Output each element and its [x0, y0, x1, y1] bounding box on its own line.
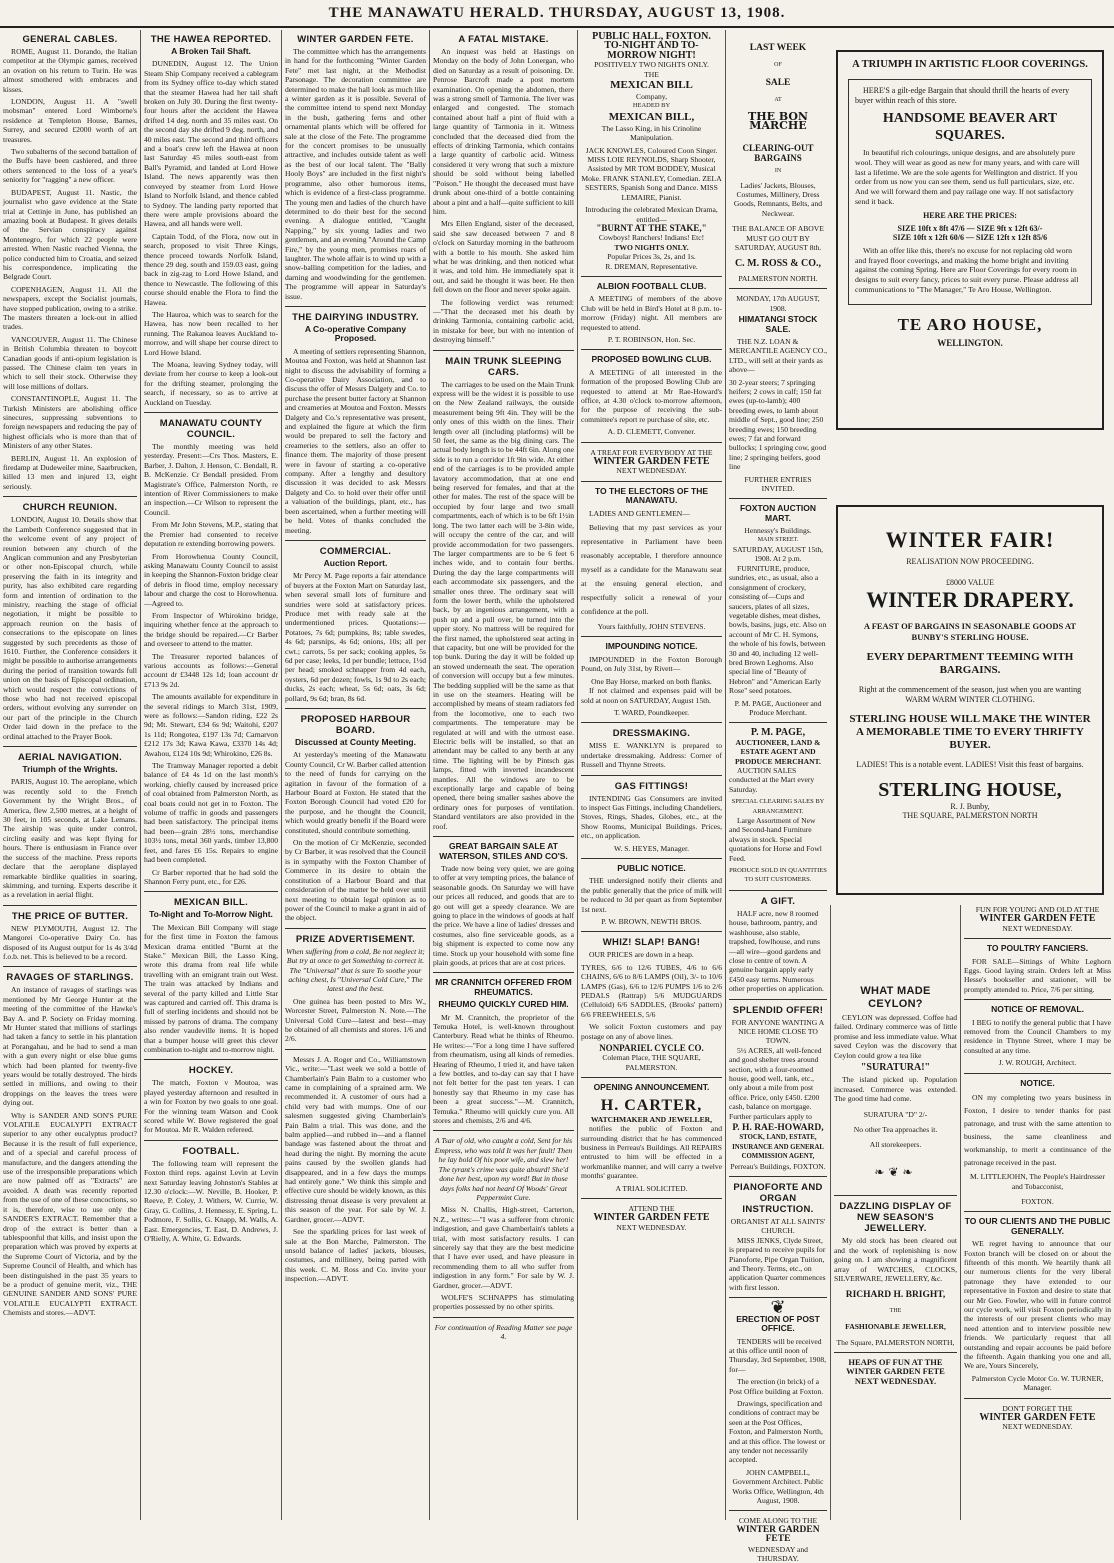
subheading: Triumph of the Wrights. [22, 764, 118, 775]
ad-line: NEXT WEDNESDAY. [616, 1222, 687, 1232]
article-text: NEW PLYMOUTH, August 12. The Mangorei Co-operative Dairy Co. has disposed of its August output for 1s 4s 3/4d f.o.b. net. This is believed to be a record. [3, 923, 137, 961]
article-text: At yesterday's meeting of the Manawatu County Council, Cr W. Barber called attention to the need of funds for carrying on the agitation in favour of the formation of a Harbour Board at Foxton. He stated that the Foxton Borough Council had voted £20 for the purpose, and he thought the Council, which would greatly benefit if the Board were constituted, should contribute something. [285, 750, 426, 835]
ad-store-name: THE BON MARCHE [748, 109, 808, 133]
column-7 [830, 905, 960, 1520]
ad-sign: P. M. PAGE, Auctioneer and Produce Merchant. [734, 698, 822, 717]
masthead: THE MANAWATU HERALD. THURSDAY, AUGUST 13, 1908. [0, 0, 1114, 28]
ad-sign: J. W. ROUGH, Architect. [998, 1058, 1077, 1068]
subheading: RHEUMO QUICKLY CURED HIM. [438, 999, 569, 1010]
ad-text: THE undersigned notify their clients and the public generally that the price of milk will be reduced to 3d per quart as from September 1st next. [581, 876, 722, 914]
divider [144, 1140, 278, 1141]
ad-store-name: STERLING HOUSE, [878, 779, 1062, 801]
ad-company: NONPARIEL CYCLE CO. [599, 1043, 704, 1054]
article-text: PARIS, August 10. The aeroplane, which was recently sold to the French Government by the Wright Bros., of America, flew 2,500 metres, at a height of 30 feet, in 105 seconds, at Lake Lemans. The airship was quite under control, circling easily and was kept flying for hours. There is enthusiasm in France over the success of the machine. Press reports declare that the aeroplane displayed remarkable birdlike qualities in soaring, skimming, and turning. Experts describe it as a revelation in aerial flight. [3, 777, 137, 900]
ad-text: TENDERS will be received at this office until noon of Thursday, 3rd September, 1908, for— [729, 1336, 827, 1374]
heading-sleeping-cars: MAIN TRUNK SLEEPING CARS. [445, 355, 562, 378]
ad-line: £8000 VALUE [946, 578, 994, 587]
article-text: Miss N. Challis, High-street, Carterton, N.Z., writes:—"I was a sufferer from chronic indigestion, and gave Chamberlain's tablets a trial, with most satisfactory results. I can sincerely say that they are the best medicine that I have ever used, and have pleasure in recommending them to all who suffer from indigestion in any form." For sale by W. J. Gardner, grocer.—ADVT. [433, 1205, 574, 1290]
article-text: From Mr John Stevens, M.P., stating that the Premier had consented to receive deputation re extending borrowing powers. [144, 520, 278, 549]
article-text: The Mexican Bill Company will stage for the first time in Foxton the famous Mexican drama entitled "Burnt at the Stake." Mexican Bill, the Lasso King, wrote this drama from real life while travelling with an emigrant train out West. The train was attacked by Indians and several of the party killed and Little Star was captured and carried off. This drama is full of sterling incidents and should not be missed by patrons of drama. The company also render vaudeville items. It is hoped that a bumper house will greet this clever combination to-night and to-morrow night. [144, 922, 278, 1054]
divider [144, 1059, 278, 1060]
ad-sterling-house [836, 505, 1104, 895]
ad-line: R. J. Bunby, [950, 802, 990, 811]
ad-line: Cowboys! Ranchers! Indians! Etc! [598, 233, 705, 243]
ad-text: AUCTION SALES conducted at the Mart every Saturday. [729, 766, 815, 794]
ad-line: CLEARING-OUT BARGAINS [742, 143, 814, 163]
ad-text: Believing that my past services as your representative in Parliament have been reasonably acceptable, I therefore announce myself as a candidate for the Manawatu seat at the ensuing general election, and respectfully solicit a renewal of your confidence at the poll. [581, 523, 722, 617]
heading-hawea-reported: THE HAWEA REPORTED. [150, 34, 272, 45]
ad-line: THE [889, 1307, 902, 1314]
ad-store-name: TE ARO HOUSE, [897, 314, 1043, 334]
ad-name: P. M. PAGE, [750, 727, 806, 739]
ad-line: THE BALANCE OF ABOVE MUST GO OUT BY SATURDAY, AUGUST 8th. [732, 224, 824, 253]
divider [729, 1510, 827, 1511]
article-text: Mrs Ellen England, sister of the deceased, said she saw deceased between 7 and 8 o'clock on Saturday morning in the bathroom with a bottle to his mouth. She asked him what he was drinking, and then noticed what it was, and told him. He immediately spat it out, and said he thought it was beer. He then fell down on the floor and never spoke again. [433, 219, 574, 295]
divider [964, 938, 1111, 939]
article-text: An instance of ravages of starlings was mentioned by Mr George Hunter at the meeting of the committee of the Hawke's Bay A. and P. Society on Friday morning. Mr Hunter stated that millions of starlings had taken a fancy to settle in his plantation at Porangahau, and he had to send a man with a gun every night or else blue gums which had been planted for twenty-five years would be totally destroyed. The birds settled in millions, and owing to their droppings on the leaves the trees were dying out. [3, 985, 137, 1108]
article-text: Mr Percy M. Page reports a fair attendance of buyers at the Foxton Mart on Saturday last, when several small lots of furniture and sundries were sold at satisfactory prices. Produce met with ready sale at the undermentioned prices. Quotations:—Potatoes, 7s 6d; pumpkins, 8s; table swedes, 4s 6d; parsnips, 4s 6d; onions, 10s; all per cwt.; carrots, 5s per sack; cooking apples, 5s 6d per case; leeks, 1d per bundle; lettuce, 1½d per head; smoked schnapper from 4d each, oysters, 6d per dozen; fowls, 1s 9d to 2s each; ducks, 2s each; wheat, 5s 6d; oats, 3s 6d; pollard, 9s 6d; bran, 8s 6d. [285, 571, 426, 703]
ad-line: The Lasso King, in his Crinoline Manipulation. [601, 123, 702, 143]
ad-line: SALE [765, 77, 791, 88]
heading-price-of-butter: THE PRICE OF BUTTER. [11, 910, 129, 922]
article-text: The Treasurer reported balances of various accounts as follows:—General account dr £3448 12s 1d; loan account dr £713 9s 2d. [144, 651, 278, 689]
ad-line: STERLING HOUSE WILL MAKE THE WINTER A MEMORABLE TIME TO EVERY THRIFTY BUYER. [849, 713, 1091, 751]
ad-line: The Square, PALMERSTON NORTH, [836, 1337, 955, 1347]
article-text: The amounts available for expenditure in the several ridings to March 31st, 1909, were as follows:—Sandon riding, £22 2s 9d; Mt. Stewart, £34 6s 9d; Waitohi, £207 1s 11d; Rongotea, £197 13s 7d; Carnarvon £212 17s 3d; Kawa Kawa, £3370 14s 4d; Awahou, £124 10s 9d; Whirokino, £26 8s. [144, 692, 278, 758]
ad-line: Perreau's Buildings, FOXTON. [730, 1161, 826, 1171]
column-6 [725, 30, 830, 1563]
ad-te-aro-house [836, 50, 1104, 430]
ad-sign: A. D. CLEMETT, Convener. [607, 427, 696, 437]
ad-line: FURTHER ENTRIES INVITED. [744, 474, 812, 494]
ad-text: 5½ ACRES, all well-fenced and good shelter trees around section, with a four-roomed house, good well, tank, etc., only about a mile from post office. Price, only £450. £200 cash, balance on mortgage. Further particulars apply to [729, 1045, 822, 1121]
ad-line: ORGANIST AT ALL SAINTS' CHURCH. [730, 1217, 826, 1236]
ad-line: SPECIAL CLEARING SALES BY ARRANGEMENT. [731, 798, 825, 815]
article-text: Why is SANDER AND SON'S PURE VOLATILE EUCALYPTI EXTRACT superior to any other eucalyptus product? Because it is the result of full experience, and of a special and careful process of manufacture, and the dangers attending the use of the irresponsible preparations which are now palmed off as "Extracts" are avoided. A death was recently reported from the use of one of these concoctions, so it is, therefore, wise to use only the SANDER'S EXTRACT. Remember that a drop of the extract is better than a tablespoonful that kills, and insist upon the preparation which was proved by experts at the Supreme Court of Victoria, and by the Supreme Council of Health, and which has been distinguished in the past 35 years to be a product of genuine merit, viz., THE GENUINE SANDER AND SONS' PURE VOLATILE EUCALYPTI EXTRACT. Chemists and stores.—ADVT. [3, 1110, 137, 1318]
article-text: From Horowhenua County Council, asking Manawatu County Council to assist in keeping the Shannon-Foxton bridge clear of debris in flood time, employ necessary labour and charge the cost to Horowhenua.—Agreed to. [144, 551, 278, 608]
divider [285, 306, 426, 307]
ad-line: NEXT WEDNESDAY. [1002, 923, 1073, 933]
heading-prize-advertisement: PRIZE ADVERTISEMENT. [295, 933, 416, 945]
article-text: On the motion of Cr McKenzie, seconded by Cr Barber, it was resolved that the Council is in sympathy with the Foxton Chamber of Commerce in its desire to obtain the constitution of a Harbour Board and that consideration of the matter be held over until next meeting to obtain legal opinion as to power of the Council to make a grant in aid of the object. [285, 838, 426, 923]
article-text: The Tramway Manager reported a debit balance of £4 4s 1d on the last month's working, chiefly caused by increased price of coal obtained from Palmerston North, as coal boats could not get in to Foxton. The volume of traffic in goods and passengers had been satisfactory. The principal items had been—grain 28½ tons, merchandise 103½ tons, metal 360 yards, timber 13,800 feet, and fares £6 15s. Repairs to engine had been completed. [144, 761, 278, 865]
divider [581, 722, 722, 723]
ad-line: Introducing the celebrated Mexican Drama, entitled— [585, 205, 718, 224]
ad-fete: HEAPS OF FUN AT THE WINTER GARDEN FETE NEXT WEDNESDAY. [846, 1356, 945, 1386]
ad-text: HERE'S a gilt-edge Bargain that should thrill the hearts of every buyer within reach of this store. [855, 86, 1070, 105]
ad-text: The erection (in brick) of a Post Office building at Foxton. [729, 1377, 824, 1396]
ad-trade: AUCTIONEER, LAND & ESTATE AGENT AND PRODUCE MERCHANT. [735, 737, 821, 766]
ad-title: PUBLIC NOTICE. [617, 862, 686, 873]
ad-text: My old stock has been cleared out and the work of replenishing is now going on. I am showing a magnificent array of WATCHES, CLOCKS, SILVERWARE, JEWELLERY, &c. [834, 1236, 957, 1283]
ad-list: 30 2-year steers; 7 springing heifers; 2 cows in calf; 150 fat ewes (up-to-lamb); 400 breeding ewes, to lamb about middle of Sept., good line; 250 breeding ewes; 150 breeding ewes; 7 fat and forward bullocks; 1 springing cow, good line; 2 springing heifers, good line [729, 377, 827, 472]
poem: A Tsar of old, who caught a cold, Sent for his Empress, who was told It was her fault! Then he lay bold Of his poor wife, and slew her! The tyrant's crime was quite absurd! She'd done her best, upon my word! But in those days folks had not heard Of Woods' Great Peppermint Cure. [434, 1136, 573, 1202]
ad-line: THE SQUARE, PALMERSTON NORTH [902, 811, 1038, 820]
heading-bargain-sale: GREAT BARGAIN SALE AT WATERSON, STILES AND CO'S. [439, 841, 568, 861]
subheading: A Broken Tail Shaft. [171, 46, 251, 56]
ad-text: In beautiful rich colourings, unique designs, and are absolutely pure wool. They will wear as good as new for many years, and with care will last a lifetime. We are the sole agents for Wellington and district. If you order from us now you can see them, send us full particulars, size, etc. And we will forward them and pay railage one way. If not satisfactory send it back. [855, 148, 1080, 206]
ad-line: Right at the commencement of the season, just when you are wanting WARM WARM WINTER CLOTHING. [858, 685, 1082, 704]
ad-public-hall-title: PUBLIC HALL, FOXTON. [592, 31, 711, 42]
column-4 [429, 30, 577, 1520]
divider [964, 1073, 1111, 1074]
article-text: The monthly meeting was held yesterday. Present:—Crs Thos. Masters, E. Barber, J. Dalton, J. Henson, C. Bendall, R. B. McKenzie. Cr Bendall presided. From Magistrate's Office, Palmerston North, re intention of River Commissioners to make an inspection.—Cr Wilson to represent the Council. [144, 442, 278, 517]
ad-text: HALF acre, new 8 roomed house, bathroom, pantry, and washhouse, also stable, trapshed, fowlhouse, and runs—all wire—good gardens and close to centre of town. A genuine bargain apply early £450 easy terms. Numerous other properties on application. [729, 908, 824, 994]
ad-title: ALBION FOOTBALL CLUB. [596, 280, 707, 291]
ad-line: WELLINGTON. [937, 337, 1003, 348]
ad-line: AT [774, 97, 782, 104]
ad-trade: FASHIONABLE JEWELLER, [845, 1322, 946, 1332]
ad-title: TO OUR CLIENTS AND THE PUBLIC GENERALLY. [964, 1216, 1111, 1236]
column-3 [281, 30, 429, 1520]
heading-rheumatics: MR CRANNITCH OFFERED FROM RHEUMATICS. [435, 977, 572, 997]
divider [581, 931, 722, 932]
divider [729, 288, 827, 289]
divider [3, 496, 137, 497]
article-text: Two subalterns of the second battalion of the Buffs have been cashiered, and three others sentenced to the loss of a year's seniority for "ragging" a new officer. [3, 147, 137, 185]
ad-text: THE N.Z. LOAN & MERCANTILE AGENCY CO., LTD., will sell at their yards as above— [729, 336, 828, 375]
ad-line: NEXT WEDNESDAY. [616, 466, 687, 476]
ad-line: R. DREMAN, Representative. [605, 261, 698, 271]
ad-title: FOXTON AUCTION MART. [739, 503, 817, 523]
article-text: Trade now being very quiet, we are going to offer at very tempting prices, the balance of seasonable goods. On Saturday we will have our prices all reduced, and goods that are to go out will get a speedy clearance. We are going to place in the windows of goods at half the price. We have a line of ladies' dresses and costumes, also fine serviceable goods, as a big shipment is expected to come now any time. Stock up your household with some fine plain goods, at prices that are at cost prices. [433, 863, 574, 967]
ad-title: OPENING ANNOUNCEMENT. [593, 1082, 710, 1093]
heading-winter-garden-fete: WINTER GARDEN FETE. [297, 34, 414, 45]
ad-headline: HANDSOME BEAVER ART SQUARES. [882, 111, 1058, 143]
article-text: Cr Barber reported that he had sold the Shannon Ferry punt, etc., for £26. [144, 867, 278, 886]
ad-title: IMPOUNDING NOTICE. [605, 641, 698, 652]
divider [285, 708, 426, 709]
article-text: VANCOUVER, August 11. The Chinese in British Columbia threaten to boycott Canadian goods if anti-opium legislation is passed. The Chinese claim ten years in which to sell their stock. Otherwise they will lose millions of dollars. [3, 334, 137, 391]
ad-text: The island picked up. Population increased. Commerce was extended. The good time had come. [834, 1075, 957, 1104]
ad-line: Coleman Place, THE SQUARE, PALMERSTON. [602, 1053, 701, 1072]
divider [433, 1317, 574, 1318]
article-text: DUNEDIN, August 12. The Union Steam Ship Company received a cablegram from its Sydney office to-day which stated that the steamer Hawea had her tail shaft broken on July 30. During the first twenty-four hours after the accident the Hawea drifted 14 deg. north and 35 miles east. On the second day she drifted 9 deg. north, and 40 miles east. The second and third officers and a boat's crew left the Hawea at noon last Saturday 45 miles south-east from Ball's Pyramid, and landed at Lord Howe Island. The news apparently was then conveyed by steamer from Lord Howe Island to Norfolk Island, and thence cabled to Sydney. The landing party reported that there were ample provisions aboard the Hawea, and all hands were well. [144, 59, 278, 229]
article-text: Captain Todd, of the Flora, now out in search, proposed to visit Three Kings, thence proceed towards Norfolk Island, thence 29 deg. south and 159.03 east, going back in zig-zag to Lord Howe Island, and thence to Newcastle. The following of this course should enable the Flora to find the Hawea. [144, 231, 278, 307]
article-text: The Hauroa, which was to search for the Hawea, has now been recalled to her running. The Rakanoa leaves Auckland to-morrow, and will shape her course direct to Lord Howe Island. [144, 309, 278, 357]
column-5 [577, 30, 725, 1520]
ad-title: A TRIUMPH IN ARTISTIC FLOOR COVERINGS. [852, 59, 1088, 70]
column-2 [140, 30, 281, 1520]
ad-trade: STOCK, LAND, ESTATE, INSURANCE AND GENERAL COMMISSION AGENT, [732, 1134, 824, 1161]
ad-title: A GIFT. [760, 895, 796, 907]
article-text: The carriages to be used on the Main Trunk express will be the widest it is possible to use on the New Zealand railways, the outside measurement being 9ft 4in. They will be the only ones of this width on the lines. Their length over all (including platforms) will be 50 feet, the same as the big dining cars. The actual body length is to be 44ft 6in. Along one side is to run a corridor 1ft 9in wide. At either end of the carriages is to be provided ample lavatory accommodation, that at one end being reserved for females, and that at the other for males. The rest of the space will be occupied by four large and two small compartments, each of which is to be 6ft 1½in long. The two latter each will be 3-8in wide, will occupy the centre of the car, and will provide accommodation for two passengers. The larger compartments are to be 6 feet 6 inches wide, and to contain four berths. During the day the large compartments will each accommodate six passengers, and the smaller ones three. The ordinary seat will form the lower berth, while the upholstered back, by an ingenious arrangement, with a push up and a pull over, be turned into the upper story. No mattress will be required for the first named, the upholstered seat acting in that capacity, but one will be provided for the top bunk. During the day it will be folded up an stowed underneath the seat. The operation of conversion will occupy but a few minutes. The bedding supplied will be the same as that in use on the steamers. Heating will be accomplished by means of steam radiators fed from the locomotive, one to each two compartments. The temperature may be regulated at will and with the utmost ease. Electric bells will be installed, so that an attendant may be called to any berth at any time. The lighting will be by Pintsch gas lamps, fitted with inverted incandescent mantles. All the windows are to be exceptionally large and capable of being opened, there being smaller sashes above the ordinary ones for purposes of ventilation. Standard ventilators are also provided in the roof. [433, 379, 574, 831]
ad-line: THE [644, 69, 659, 79]
ad-fete: WINTER GARDEN FETE [593, 1212, 710, 1224]
divider [964, 1211, 1111, 1212]
subheading: Discussed at County Meeting. [295, 737, 416, 747]
ad-drama: "BURNT AT THE STAKE," [596, 222, 707, 233]
divider [581, 775, 722, 776]
ad-when: TO-NIGHT AND TO-MORROW NIGHT! [604, 40, 699, 61]
divider [581, 481, 722, 482]
ad-line: FOXTON. [1021, 1196, 1054, 1206]
divider [3, 966, 137, 967]
article-text: LONDON, August 11. A "swell mobsman" entered Lord Wimborne's residence at Templeton House, Barnes, Surrey, and secured £2000 worth of art treasures. [3, 97, 137, 144]
ad-name: H. CARTER, [600, 1096, 703, 1114]
article-text: See the sparkling prices for last week of sale at the Bon Marche, Palmerston. The unsold balance of ladies' jackets, blouses, costumes, and millinery, being parted with this week. C. M. Ross and Co. invite your inspection.—ADVT. [285, 1227, 426, 1284]
ad-title: DAZZLING DISPLAY OF NEW SEASON'S JEWELLERY. [839, 1201, 952, 1235]
ad-line: A TRIAL SOLICITED. [615, 1183, 688, 1193]
divider [285, 540, 426, 541]
ad-text: CEYLON was depressed. Coffee had failed. Ordinary commerce was of little promise and less immediate value. What saved Ceylon was the discovery that Ceylon could grow a tea like [834, 1013, 958, 1060]
ad-cast: JACK KNOWLES, Coloured Coon Singer. MISS LOIE REYNOLDS, Sharp Shooter, Assisted by MR TOM BODDEY, Musical Moke. FRANK STANLEY, Comedian. ZELA SESTERS, Spanish Song and Dance. MISS LEMAIRE, Pianist. [581, 145, 722, 202]
ad-line: MONDAY, 17th AUGUST, 1908. [736, 294, 820, 313]
ad-title: HIMATANGI STOCK SALE. [738, 314, 818, 334]
ad-name: RICHARD H. BRIGHT, [845, 1290, 946, 1301]
ad-title: TO THE ELECTORS OF THE MANAWATU. [594, 485, 709, 506]
ad-trade: WATCHMAKER AND JEWELLER, [590, 1114, 713, 1124]
ad-title: ERECTION OF POST OFFICE. [736, 1313, 820, 1334]
ad-line: No other Tea approaches it. [853, 1125, 938, 1135]
ad-sign: JOHN CAMPBELL, Government Architect. Public Works Office, Wellington, 4th August, 1908. [732, 1467, 824, 1505]
divider [581, 1198, 722, 1199]
ad-text: ON my completing two years business in Foxton, I desire to tender thanks for past patronage, and trust with the same attention to business, the same cleanliness and workmanship, to merit a continuance of the patronage received in the past. [964, 1093, 1111, 1168]
divider [433, 350, 574, 351]
article-text: CONSTANTINOPLE, August 11. The Turkish Ministers are abolishing office sinecures, suppressing subventions to foreign newspapers and reducing the pay of highest officials who is more than that of Ministers of any other States. [3, 394, 137, 451]
heading-church-reunion: CHURCH REUNION. [22, 502, 118, 514]
ad-text: Large Assortment of New and Second-hand Furniture always in stock. Special quotations for Horse and Fowl Feed. [729, 816, 822, 863]
divider [581, 349, 722, 350]
heading-commercial: COMMERCIAL. [319, 545, 392, 557]
heading-hockey: HOCKEY. [188, 1065, 234, 1077]
ad-line: EVERY DEPARTMENT TEEMING WITH BARGAINS. [866, 651, 1074, 676]
ad-sign: Palmerston Cycle Motor Co. W. TURNER, Manager. [971, 1373, 1104, 1393]
ad-sign: P. T. ROBINSON, Hon. Sec. [607, 334, 696, 344]
ad-text: OUR PRICES are down in a heap. [589, 950, 694, 960]
ad-inner [848, 79, 1092, 305]
ad-title: WHAT MADE CEYLON? [860, 985, 931, 1010]
article-text: WOLFE'S SCHNAPPS has stimulating properties possessed by no other spirits. [433, 1292, 574, 1312]
ad-headline: WINTER FAIR! [885, 527, 1055, 552]
article-text: The following team will represent the Foxton third reps. against Levin at Levin next Saturday leaving Johnston's Stables at 12.30 o'clock:—W. Neville, B. Hooker, P. Reeve, P. Coley, J. Withers, W. Currie, W. Gray, G. Collins, J. Hennessy, E. Spring, L. Podmore, F. Sollis, G. Knapp, M. Walls, A. East. Emergencies, T. East, D. Andrews, J. O'Rielly, A. White, G. Edwards. [144, 1158, 278, 1244]
ad-line: SURATURA "D" 2/- [863, 1109, 928, 1119]
ad-line: NEXT WEDNESDAY. [1002, 1422, 1073, 1432]
ad-price: SIZE 10ft x 8ft 47/6 — SIZE 9ft x 12ft 63/- [897, 223, 1043, 233]
ad-title: GAS FITTINGS! [614, 780, 689, 792]
subheading: Auction Report. [323, 557, 388, 568]
ad-name: P. H. RAE-HOWARD, [732, 1123, 824, 1133]
ad-line: Company, [636, 92, 667, 102]
heading-harbour-board: PROPOSED HARBOUR BOARD. [300, 714, 411, 736]
ad-line: MAIN STREET. [757, 536, 799, 543]
divider [3, 905, 137, 906]
article-text: Mr M. Crannitch, the proprietor of the Temuka Hotel, is well-known throughout Canterbury. Read what he thinks of Rheumo. He writes:—"For a long time I have suffered from rheumatism, using all kinds of remedies. Hearing of Rheumo, I tried it, and have taken a few bottles, and to-day can say that I have not felt better for the past ten years. I can honestly say that Rheumo in my case has been a great success."—M. Crannitch, Temuka." Rheumo will quickly cure you. All stores and chemists, 2/6 and 4/6. [433, 1012, 574, 1126]
ad-price: SIZE 10ft x 12ft 60/6 — SIZE 12ft x 12ft 85/6 [892, 232, 1048, 242]
continuation-note: For continuation of Reading Matter see page 4. [434, 1322, 573, 1342]
article-text: The Moana, leaving Sydney today, will deviate from her course to keep a look-out for the drifting steamer, prolonging the search, if necessary, so as to arrive at Auckland on Tuesday. [144, 360, 278, 407]
divider [144, 891, 278, 892]
ad-brand: "SURATURA!" [860, 1062, 931, 1074]
ad-text: MISS JENKS, Clyde Street, is prepared to receive pupils for Pianoforte, Pipe Organ Tuition, and Theory. Terms, etc., on application Quarter commences with first lesson. [729, 1235, 826, 1292]
ad-text: MISS E. WANKLYN is prepared to undertake dressmaking. Address: Corner of Russell and Thynne Streets. [581, 741, 722, 770]
ad-line: FOR ANYONE WANTING A NICE HOME CLOSE TO TOWN. [731, 1017, 825, 1046]
ad-line: POSITIVELY TWO NIGHTS ONLY. [594, 60, 709, 70]
ad-company: C. M. ROSS & CO., [734, 257, 822, 269]
ad-headliner: MEXICAN BILL, [608, 110, 695, 123]
ad-sign: T. WARD, Poundkeeper. [613, 707, 689, 717]
divider [729, 999, 827, 1000]
ad-fete: WINTER GARDEN FETE [736, 1524, 820, 1545]
ad-fete: WINTER GARDEN FETE [979, 913, 1096, 925]
heading-general-cables: GENERAL CABLES. [22, 34, 118, 45]
ad-sign: M. LITTLEJOHN, The People's Hairdresser and Tobacconist, [970, 1172, 1105, 1191]
article-text: LONDON, August 10. Details show that the Lambeth Conference suggested that in the welcome event of any project of reunion between any church of the Anglican communion and any Presbyterian or other non-Episcopal church, while preserving the faith in its integrity and purity, has also exhibited care regarding form and intention of ordination to the ministry, reaching the stage of official negotiation, it might be possible to approach reunion on the basis of consecrations to the episcopate on lines suggested by such precedents as those of 1610. Further, the Conference considers it might be possible to authorise arrangements during the period of transition towards full union on the basis of Episcopal ordination, which would respect the convictions of those who had not received episcopal orders, without evolving any surrender on our part of the principle in the Church Order laid down in the preface to the ordinal attached to the Prayer Book. [3, 515, 137, 741]
article-text: One guinea has been posted to Mrs W., Worcester Street, Palmerston N. Note.—The Universal Cold Cure—latest and best—may be obtained of all chemists and stores. 1/6 and 2/6. [285, 996, 426, 1044]
heading-football: FOOTBALL. [182, 1145, 240, 1157]
ad-company-name: MEXICAN BILL [610, 79, 693, 92]
poem: When suffering from a cold, Be not neglect it; But try at once to get Something to correct it. The "Universal" that is sure To soothe your aching chest, Is "Universal Cold Cure," The latest and the best. [286, 946, 425, 994]
divider [581, 636, 722, 637]
ad-line: PALMERSTON NORTH. [738, 273, 818, 283]
divider [834, 1195, 957, 1196]
ad-line: SATURDAY, AUGUST 15th, 1908. At 2 p.m. [732, 545, 824, 564]
divider [581, 276, 722, 277]
article-text: A meeting of settlers representing Shannon, Moutoa and Foxton, was held at Shannon last night to discuss the advisability of forming a Co-operative Dairy Association, and to discuss the offer of Messrs Dalgety and Co. to purchase the present butter factory at Shannon and creameries at Moutoa and Foxton. Messrs Dalgety and Co.'s representative was present, and explained the figure at which the firm would be prepared to sell the factory and creameries to the settlers, also an offer to finance them. The majority of those present were in favour of starting a co-operative company. After a lengthy and desultory discussion it was decided to ask Messrs Dalgety and Co. to hold over their offer until a valuation of the buildings, plant, etc., has been ascertained, when a further meeting will be held. Votes of thanks concluded the meeting. [285, 346, 426, 535]
ad-title: PIANOFORTE AND ORGAN INSTRUCTION. [733, 1182, 823, 1216]
article-text: ROME, August 11. Dorando, the Italian competitor at the Olympic games, received an ovation on his return to Turin. He was almost smothered with embraces and kisses. [3, 47, 137, 94]
ad-line: TWO NIGHTS ONLY. [614, 242, 689, 252]
ad-text: INTENDING Gas Consumers are invited to inspect Gas Fittings, including Chandeliers, Stoves, Rings, Shades, Globes, etc., at the Show Rooms, Municipal Buildings. Prices, etc., on application. [581, 793, 722, 841]
ad-line: PRODUCE SOLD IN QUANTITIES TO SUIT CUSTOMERS. [729, 867, 827, 884]
ad-title: DRESSMAKING. [612, 728, 691, 740]
ad-line: WEDNESDAY and THURSDAY. [748, 1544, 808, 1563]
subheading: To-Night and To-Morrow Night. [149, 909, 273, 920]
ad-line: Hennessy's Buildings. [744, 526, 812, 536]
divider [3, 746, 137, 747]
ad-text: FURNITURE, produce, sundries, etc., as usual, also a consignment of crockery, consisting of—Cups and saucers, plates of all sizes, vegetable dishes, meat dishes, bowls, basins, jugs, etc. Also on account of Mr C. H. Symons, the whole of his fowls, between 30 and 40, including 12 well-bred Brown Leghorns. Also special line of "Beauty of Hebron" and "American Early Rose" seed potatoes. [729, 563, 827, 696]
ad-line: OF [774, 62, 782, 69]
divider [964, 999, 1111, 1000]
ad-list: Ladies' Jackets, Blouses, Costumes, Millinery, Dress Goods, Remnants, Belts, and Neckwear. [733, 180, 823, 218]
ad-fete: WINTER GARDEN FETE [979, 1412, 1096, 1424]
ad-text: FOR SALE—Sittings of White Leghorn Eggs. Good laying strain. Orders left at Miss Hesse's bookseller and stationer, will be promptly attended to. Price, 7/6 per sitting. [964, 956, 1111, 994]
heading-dairying-industry: THE DAIRYING INDUSTRY. [292, 311, 419, 323]
ad-sign: P. W. BROWN, NEWTH BROS. [601, 917, 702, 926]
ad-line: One Bay Horse, marked on both flanks. [591, 676, 712, 686]
divider [581, 442, 722, 443]
ad-text: A MEETING of all interested in the formation of the proposed Bowling Club are requested to attend at Mr Rae-Howard's office, at 4.30 o'clock to-morrow afternoon, for the purpose of receiving the sub-committee's report re purchase of site, etc. [581, 367, 722, 424]
subheading: A Co-operative Company Proposed. [304, 323, 407, 344]
article-text: An inquest was held at Hastings on Monday on the body of John Lonergan, who died on Saturday as a result of poisoning. Dr. Penrose Barcroft made a post mortem examination. On opening the abdomen, there was a strong smell of Tarmonia. The liver was enlarged and congested. The stomach contained about half a pint of fluid with a large quantity of Tarmonia in it. Witness concluded that the deceased died from the effects of drinking Tarmonia, which contains a large quantity of carbolic acid. Witness considered it very wrong that such a mixture should be sold without being labelled "Poison." He thought the deceased must have drunk about one-third of a bottle containing about a pint and a half—quite sufficient to kill him. [433, 47, 574, 216]
ad-text: A MEETING of members of the above Club will be held in Bird's Hotel at 8 p.m. to-morrow (Friday) night. All members are requested to attend. [581, 294, 722, 332]
divider [581, 858, 722, 859]
ad-line: All storekeepers. [869, 1140, 922, 1150]
divider [729, 722, 827, 723]
ad-line: A TREAT FOR EVERYBODY AT THE [590, 447, 713, 457]
divider [834, 1352, 957, 1353]
article-text: BUDAPEST, August 11. Nastic, the journalist who gave evidence at the State trial at Cettinje in June, has published an amazing book at Budapest. It gives details of the Servian conspiracy against Montenegro, for which 22 people were arrested. When Nastic reached Vienna, the police conducted him to Croatia, and seized his correspondence, implicating the Belgrade Court. [3, 187, 137, 282]
crest-icon: ❦ [770, 1297, 786, 1318]
ad-text: WE regret having to announce that our Foxton branch will be closed on or about the fifteenth of this month. We heartily thank all our numerous clients for the very liberal patronage they have extended to our representative in Foxton and desire to state that our Mr Geo. Fowler, who will in future control our cycle work, will visit Foxton periodically in the interests of our present clients who may need attention and to interview possible new friends. We particularly request that all outstanding and repair accounts be paid before the fifteenth. Again thanking you one and all, We are, Yours Sincerely, [964, 1239, 1111, 1371]
divider [285, 1049, 426, 1050]
ad-title: WHIZ! SLAP! BANG! [602, 937, 701, 949]
ad-line: HERE ARE THE PRICES: [923, 210, 1017, 220]
ad-title: SPLENDID OFFER! [732, 1004, 824, 1016]
ad-headline: WINTER DRAPERY. [866, 587, 1074, 612]
ad-line: REALISATION NOW PROCEEDING. [906, 557, 1034, 566]
article-text: The committee which has the arrangements in hand for the forthcoming "Winter Garden Fete" met last night, at the Methodist Parsonage. The decoration committee are determined to make the hall look as much like a winter garden as it is possible. Several of the committee intend to spend next Monday in the bush, gathering ferns and other ornamental plants which will be offered for sale at the close of the Fete. The programme for the concert promises to be unusually attractive, and includes outside talent as well as the best of our local talent. The "Bally Hooly Boys" are included in the first night's programme, also other humorous items, which is evidence of a first-class programme. The young men and ladies of the church have determined to do their best for the second evening. A dialogue entitled, "Caught Napping," by six young ladies and two gentlemen, and an evening "Around the Camp Fire," by the young men, promises roars of laughter. The whole affair is to wind up with a snow-balling competition for the ladies, and darning and woodwinding for the gentlemen. The programme will appear in Saturday's issue. [285, 47, 426, 301]
ad-text: I BEG to notify the general public that I have removed from the Council Chambers to my residence in Thynne Street, where I may be consulted at any time. [964, 1017, 1111, 1055]
divider [964, 1398, 1111, 1399]
ad-text: If not claimed and expenses paid will be sold at noon on SATURDAY, August 15th. [581, 686, 722, 705]
divider [729, 890, 827, 891]
column-1 [0, 30, 140, 1520]
ad-price-list: TYRES, 6/6 to 12/6 TUBES, 4/6 to 6/6 CHAINS, 6/6 to 8/6 LAMPS (Oil), 3/- to 10/6 LAMPS (Gas), 6/6 to 12/6 PUMPS 1/6 to 2/6 PEDALS (Rattrap) 5/6 MUDGUARDS (Celluloid) 6/6 SADDLES, (Brooks' pattern) 6/6 FREEWHEELS, 5/6 [581, 962, 722, 1019]
ad-sign: Yours faithfully, JOHN STEVENS. [597, 622, 706, 632]
divider [581, 1077, 722, 1078]
ad-title: NOTICE. [1020, 1077, 1055, 1088]
divider [729, 498, 827, 499]
divider [433, 1130, 574, 1131]
heading-fatal-mistake: A FATAL MISTAKE. [458, 34, 549, 45]
ad-line: DON'T FORGET THE [1002, 1403, 1073, 1413]
ad-text: IMPOUNDED in the Foxton Borough Pound, on July 31st, by Rivett— [581, 654, 722, 674]
ornament-icon: ❧❦❧ [874, 1164, 917, 1179]
article-text: From Inspector of Whirokino bridge, inquiring whether fence at the approach to the bridge should be repaired.—Cr Barber and overseer to attend to the matter. [144, 610, 278, 649]
ad-title: NOTICE OF REMOVAL. [991, 1004, 1084, 1015]
divider [433, 836, 574, 837]
divider [144, 412, 278, 413]
ad-line: A FEAST OF BARGAINS IN SEASONABLE GOODS AT BUNBY'S STERLING HOUSE. [863, 621, 1077, 642]
ad-text: With an offer like this, there's no excuse for not replacing old worn and frayed floor coverings, and making the home bright and inviting against the coming Spring. Here are Floor Coverings for every room in designs to suit every fancy, prices to suit every purse. Please address all communications to "The Manager," Te Aro House, Wellington. [855, 245, 1079, 294]
heading-aerial-navigation: AERIAL NAVIGATION. [17, 752, 123, 764]
divider [729, 1176, 827, 1177]
article-text: COPENHAGEN, August 11. All the newspapers, except the Socialist journals, have stopped publication, owing to a strike. The masters threaten a lock-out in allied trades. [3, 284, 137, 332]
heading-mexican-bill: MEXICAN BILL. [173, 897, 249, 909]
ad-line: IN [774, 168, 782, 175]
ad-text: We solicit Foxton customers and pay postage on any of above lines. [581, 1022, 722, 1041]
article-text: Messrs J. A. Roger and Co., Williamstown Vic., write:—"Last week we sold a bottle of Chamberlain's Pain Balm to a customer who came in complaining of a sprained arm. We recommended it. A customer of ours had a child very bad with mumps. One of our salesmen suggested giving Chamberlain's Pain Balm a trial. This was done, and the balm applied—and rubbed in—and a flannel bandage was fastened about the throat and head during the night. By morning the acute pains caused by the swollen glands had disappeared, and in a few days the mumps had entirely gone." We think this simple and effective cure should be widely known, as this distressing throat disease is very prevalent at this season of the year. For sale by W. J. Gardner, grocer.—ADVT. [285, 1054, 426, 1224]
article-text: The match, Foxton v Moutoa, was played yesterday afternoon and resulted in a win for Foxton by two goals to one goal. For the winning team Watson and Cook scored while W. Bowe registered the goal for Moutoa. Mr R. Walden refereed. [144, 1078, 278, 1135]
ad-text: LADIES AND GENTLEMEN— [589, 508, 690, 518]
ad-fete: WINTER GARDEN FETE [593, 456, 710, 468]
article-text: BERLIN, August 11. An explosion of firedamp at Dudeweiler mine, Saarbrucken, killed 13 men and injured 13, eight seriously. [3, 453, 137, 491]
article-text: The following verdict was returned:—"That the deceased met his death by drinking Tarmonia, containing carbolic acid, in mistake for beer, but with no intention of destroying himself." [433, 297, 574, 345]
ad-text: Drawings, specification and conditions of contract may be seen at the Post Offices, Foxton, and Palmerston North, and at this office. The lowest or any tender not necessarily accepted. [729, 1398, 826, 1465]
ad-sign: W. S. HEYES, Manager. [613, 843, 690, 853]
ad-title: PROPOSED BOWLING CLUB. [591, 354, 712, 365]
ad-title: TO POULTRY FANCIERS. [986, 943, 1089, 954]
ad-line: LADIES! This is a notable event. LADIES! Visit this feast of bargains. [856, 760, 1084, 769]
divider [285, 928, 426, 929]
column-8 [960, 905, 1114, 1520]
heading-ravages-of-starlings: RAVAGES OF STARLINGS. [6, 972, 134, 984]
ad-line: Popular Prices 3s, 2s, and 1s. [607, 252, 696, 262]
ad-line: LAST WEEK [749, 43, 807, 53]
ad-line: COME ALONG TO THE [738, 1516, 818, 1526]
ad-line: HEADED BY [632, 102, 671, 110]
ad-line: ATTEND THE [628, 1203, 675, 1213]
divider [433, 972, 574, 973]
ad-text: notifies the public of Foxton and surrounding district that he has commenced business in Perreau's Buildings. All REPAIRS entrusted to him will be effected in a workmanlike manner, and will carry a twelve months' guarantee. [581, 1124, 722, 1181]
heading-county-council: MANAWATU COUNTY COUNCIL. [159, 418, 263, 441]
ad-line: FUN FOR YOUNG AND OLD AT THE [975, 905, 1100, 914]
